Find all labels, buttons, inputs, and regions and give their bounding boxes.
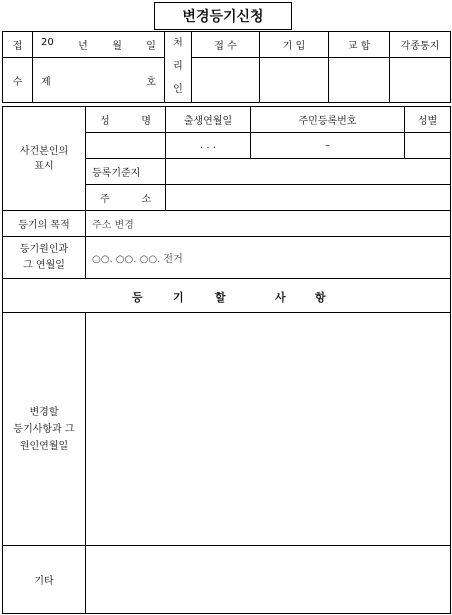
name-label-1: 성 bbox=[100, 116, 110, 127]
name-label-2: 명 bbox=[141, 116, 151, 127]
change-label-1: 변경할 bbox=[29, 406, 59, 418]
receipt-year-unit: 년 bbox=[78, 41, 88, 52]
receipt-day-unit: 일 bbox=[146, 41, 156, 52]
subject-label-2: 표시 bbox=[34, 160, 54, 172]
receipt-no-prefix: 제 bbox=[41, 76, 51, 88]
processor-label-1: 처 bbox=[173, 37, 183, 49]
change-label-3: 원인연월일 bbox=[19, 440, 69, 452]
cause-value[interactable]: ○○. ○○. ○○. 전거 bbox=[86, 237, 451, 279]
change-label-2: 등기사항과 그 bbox=[13, 423, 75, 435]
receipt-number-cell[interactable] bbox=[33, 58, 165, 103]
receipt-stamp[interactable] bbox=[192, 58, 260, 103]
processor-label-3: 인 bbox=[173, 84, 183, 96]
rrn-field[interactable]: – bbox=[251, 133, 405, 159]
receipt-label-bottom: 수 bbox=[3, 58, 33, 103]
other-field[interactable] bbox=[86, 546, 451, 614]
name-field[interactable] bbox=[86, 133, 166, 159]
col-notices: 각종통지 bbox=[390, 32, 451, 58]
items-header-1: 등 bbox=[132, 291, 143, 304]
subject-label-1: 사건본인의 bbox=[19, 145, 69, 157]
col-receipt: 접 수 bbox=[192, 32, 260, 58]
address-label-1: 주 bbox=[100, 194, 110, 205]
main-form-table bbox=[2, 106, 451, 614]
name-header bbox=[86, 107, 166, 133]
collation-stamp[interactable] bbox=[329, 58, 390, 103]
receipt-table bbox=[2, 31, 451, 103]
receipt-no-suffix: 호 bbox=[146, 76, 156, 88]
cause-label-2: 그 연월일 bbox=[23, 259, 65, 271]
receipt-year: 20 bbox=[41, 37, 54, 48]
notices-stamp[interactable] bbox=[390, 58, 451, 103]
receipt-month-unit: 월 bbox=[112, 41, 122, 52]
birth-header: 출생연월일 bbox=[166, 107, 251, 133]
items-header-2: 기 bbox=[173, 291, 184, 304]
change-field[interactable] bbox=[86, 313, 451, 546]
birth-field[interactable]: . . . bbox=[166, 133, 251, 159]
domicile-field[interactable] bbox=[166, 159, 451, 185]
address-label bbox=[86, 185, 166, 211]
cause-label-1: 등기원인과 bbox=[19, 243, 69, 255]
receipt-label-top: 접 bbox=[3, 32, 33, 58]
address-label-2: 소 bbox=[141, 194, 151, 205]
receipt-date-cell[interactable] bbox=[33, 32, 165, 58]
entry-stamp[interactable] bbox=[260, 58, 329, 103]
col-entry: 기 입 bbox=[260, 32, 329, 58]
change-label bbox=[3, 313, 86, 546]
domicile-label: 등록기준지 bbox=[86, 159, 166, 185]
rrn-header: 주민등록번호 bbox=[251, 107, 405, 133]
processor-label-2: 리 bbox=[173, 60, 183, 72]
sex-field[interactable] bbox=[405, 133, 451, 159]
sex-header: 성별 bbox=[405, 107, 451, 133]
processor-label bbox=[165, 32, 192, 103]
items-header-4: 사 bbox=[275, 291, 286, 304]
cause-label bbox=[3, 237, 86, 279]
col-collation: 교 합 bbox=[329, 32, 390, 58]
items-header-3: 할 bbox=[215, 291, 226, 304]
address-field[interactable] bbox=[166, 185, 451, 211]
purpose-label: 등기의 목적 bbox=[3, 211, 86, 237]
purpose-value[interactable]: 주소 변경 bbox=[86, 211, 451, 237]
other-label: 기타 bbox=[3, 546, 86, 614]
items-header-5: 항 bbox=[315, 291, 326, 304]
items-header bbox=[3, 279, 451, 313]
subject-section-label bbox=[3, 107, 86, 211]
form-title: 변경등기신청 bbox=[154, 2, 292, 30]
